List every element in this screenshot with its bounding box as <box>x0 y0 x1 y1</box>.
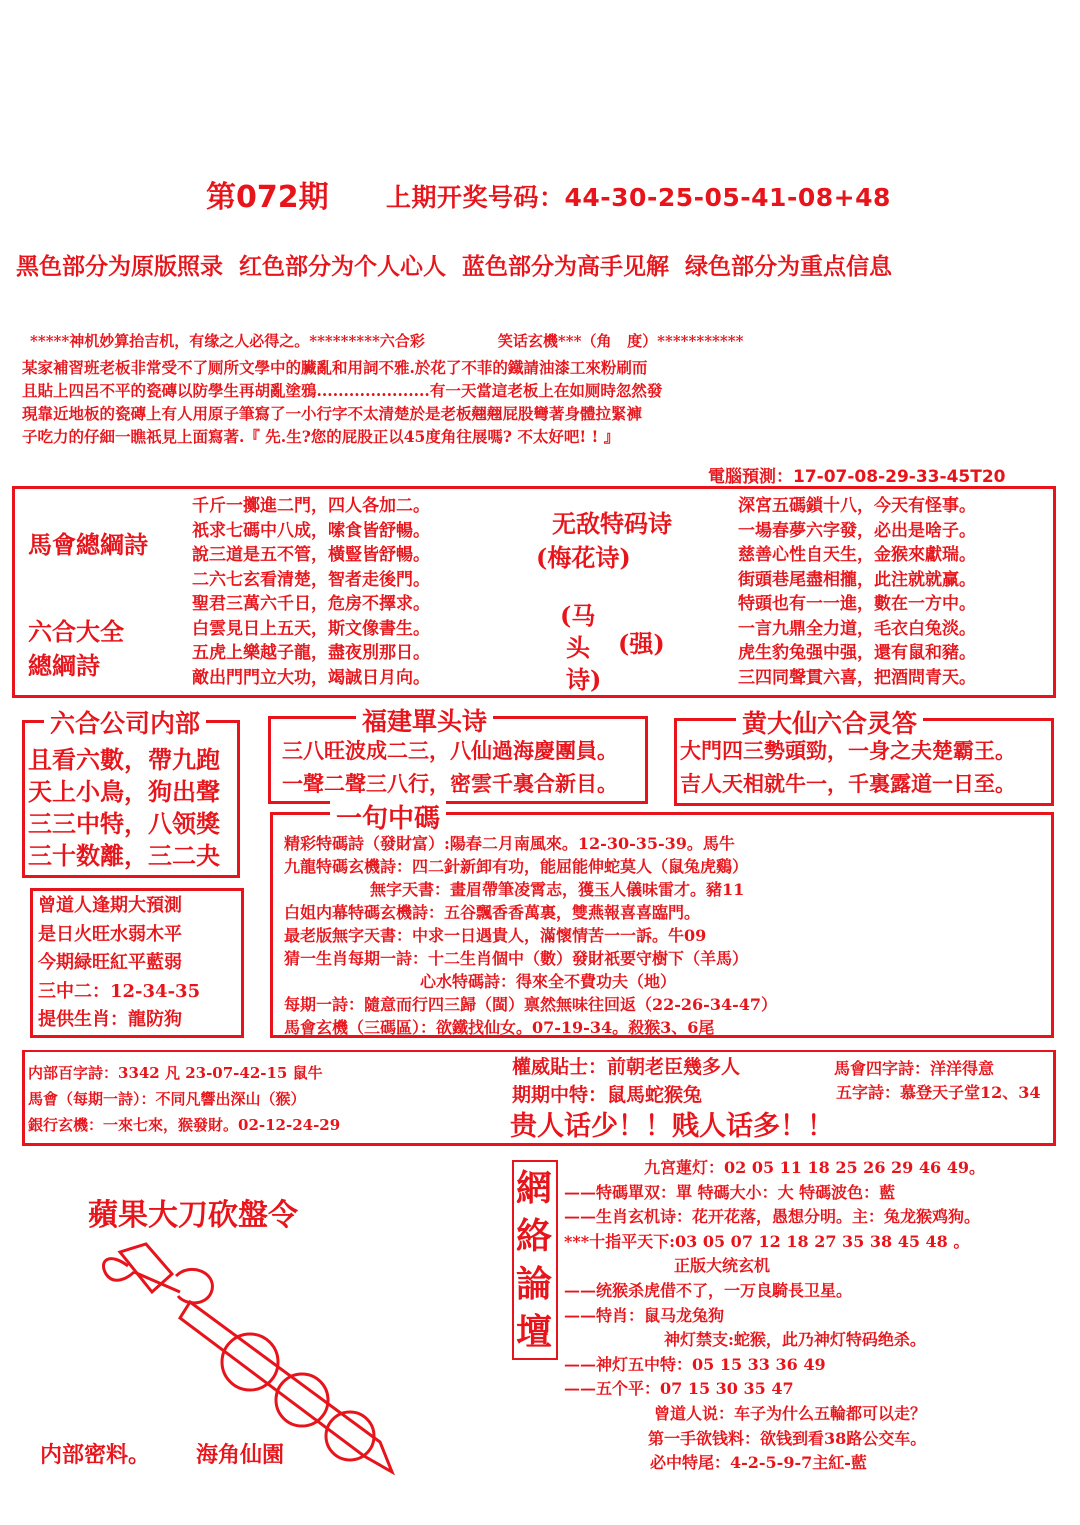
one-line-line: 每期一詩：隨意而行四三歸（閩）禀然無味往回返（22-26-34-47） <box>284 995 777 1014</box>
zengdao-line: 今期緑旺紅平藍弱 <box>38 952 182 973</box>
sword-title: 蘋果大刀砍盤令 <box>88 1198 298 1233</box>
story-line: 且貼上四呂不平的瓷磚以防學生再胡亂塗鴉.....................有一天當這老板上在如厕時忽然發 <box>22 381 663 400</box>
mahui-four-char: 馬會四字詩：洋洋得意 <box>834 1059 995 1078</box>
poem-line: 慈善心性自天生，金猴來獻瑞。 <box>738 545 976 565</box>
one-line-line: 馬會玄機（三碼區）：欲鐵找仙女。07-19-34。殺猴3、6尾 <box>284 1018 715 1037</box>
poem-line: 二六七玄看清楚，智者走後門。 <box>192 569 430 590</box>
zengdao-line: 曾道人逢期大預測 <box>38 895 182 916</box>
forum-line: 九宮蓮灯：02 05 11 18 25 26 29 46 49。 <box>644 1158 985 1177</box>
one-line-line: 心水特碼詩：得來全不費功夫（地） <box>420 972 677 991</box>
fujian-title: 福建單头诗 <box>356 702 493 738</box>
internal-line: 馬會（每期一詩）：不同凡響出深山（猴） <box>28 1090 306 1108</box>
forum-line: 必中特尾：4-2-5-9-7主紅-藍 <box>650 1453 867 1473</box>
last-draw-numbers: 上期开奖号码：44-30-25-05-41-08+48 <box>386 183 891 212</box>
one-line-line: 九龍特碼玄機詩：四二針新卸有功，能屈能伸蛇莫人（鼠兔虎鷄） <box>284 857 749 876</box>
forum-line: ——生肖玄机诗：花开花落，愚想分明。主：兔龙猴鸡狗。 <box>564 1207 981 1227</box>
poem-line: 聖君三萬六千日，危房不擇求。 <box>192 594 430 614</box>
poem-block-title-3: 總綱詩 <box>28 651 100 680</box>
poem-line: 深宮五碼鎖十八，今天有怪事。 <box>738 496 976 516</box>
forum-line: ——特肖：鼠马龙兔狗 <box>564 1305 725 1325</box>
center-title-5: (强) <box>618 629 665 658</box>
poem-line: 特頭也有一一進，數在一方中。 <box>738 594 976 614</box>
sword-footer: 内部密料。 <box>40 1442 151 1468</box>
slogan: 贵人话少！！贱人话多！！ <box>510 1111 834 1142</box>
poem-line: 祇求七碼中八成，嗦食皆舒暢。 <box>192 520 430 541</box>
computer-prediction: 電腦預測：17-07-08-29-33-45T20 <box>708 467 1006 487</box>
forum-line: ——特碼單双：單 特碼大小：大 特碼波色：藍 <box>564 1182 896 1202</box>
zengdao-line: 提供生肖：龍防狗 <box>38 1009 182 1030</box>
center-title-6: 诗) <box>566 665 602 694</box>
poem-line: 一場春夢六字發，必出是啥子。 <box>738 520 976 541</box>
fujian-line: 一聲二聲三八行，密雲千裏合新目。 <box>282 771 618 796</box>
company-line: 且看六數，帶九跑 <box>28 745 220 774</box>
forum-line: ——统猴杀虎借不了，一万良騎長卫星。 <box>564 1280 853 1300</box>
poem-line: 千斤一擲進二門，四人各加二。 <box>192 496 430 516</box>
story-line: 子吃力的仔細一瞧祇見上面寫著.『 先.生?您的屁股正以45度角往展嗎? 不太好吧! ! 』 <box>22 427 620 446</box>
one-line-line: 猜一生肖每期一詩：十二生肖個中（數）發財祇要守樹下（羊馬） <box>284 949 749 968</box>
poem-line: 說三道是五不管，橫豎皆舒暢。 <box>192 545 430 565</box>
forum-line: 正版大统玄机 <box>674 1256 771 1276</box>
one-line-title: 一句中碼 <box>330 798 446 835</box>
one-line-line: 精彩特碼詩（發財富）:陽春二月南風來。12-30-35-39。馬牛 <box>284 834 735 853</box>
wong-lines <box>680 734 1016 800</box>
story-title: *****神机妙算抬吉机，有缘之人必得之。*********六合彩 笑话玄機***（角 度）*********** <box>30 332 744 350</box>
company-lines <box>28 744 220 872</box>
company-line: 三十数離，三二夬 <box>28 841 220 870</box>
joke-story <box>22 356 662 448</box>
zengdao-line: 是日火旺水弱木平 <box>38 923 182 945</box>
poem-line: 三四同聲貫六喜，把酒問青天。 <box>738 667 976 688</box>
poem-line: 敵出門門立大功，竭誠日月向。 <box>192 667 430 688</box>
every-issue: 期期中特：鼠馬蛇猴兔 <box>512 1084 703 1106</box>
zengdao-line: 三中二：12-34-35 <box>38 980 201 1002</box>
issue-number: 第072期 <box>206 180 329 215</box>
poem-line: 一言九鼎全力道，毛衣白兔淡。 <box>738 618 976 639</box>
forum-char: 絡 <box>516 1215 553 1257</box>
authority-tip: 權威貼士：前朝老臣幾多人 <box>512 1056 741 1078</box>
poem-block-middle <box>192 494 430 690</box>
one-line-lines <box>284 832 777 1039</box>
poem-line: 虎生豹兔强中强，還有鼠和豬。 <box>738 643 976 663</box>
wong-line: 吉人天相就牛一，千裏露道一日至。 <box>680 771 1016 796</box>
internal-line: 内部百字詩：3342 凡 23-07-42-15 鼠牛 <box>28 1064 323 1082</box>
company-line: 三三中特，八领獎 <box>28 809 220 838</box>
forum-line: 神灯禁支:蛇猴，此乃神灯特码绝杀。 <box>664 1330 926 1350</box>
internal-lines <box>28 1060 340 1138</box>
company-line: 天上小鳥，狗出聲 <box>28 777 220 806</box>
company-title: 六合公司内部 <box>44 704 206 740</box>
center-title-3: (马 <box>560 601 596 630</box>
poem-block-title-1: 馬會總綱詩 <box>28 530 148 559</box>
center-title-1: 无敌特码诗 <box>552 509 672 538</box>
five-char-poem: 五字詩：慕登天子堂12、34 <box>836 1083 1041 1102</box>
forum-char: 網 <box>516 1167 553 1209</box>
color-legend: 黑色部分为原版照录 红色部分为个人心人 蓝色部分为高手见解 绿色部分为重点信息 <box>16 254 893 280</box>
one-line-line: 白姐内幕特碼玄機詩：五谷飄香香萬裏，雙燕報喜喜臨門。 <box>284 903 701 922</box>
forum-vertical-title <box>516 1164 552 1356</box>
forum-line: ——神灯五中特：05 15 33 36 49 <box>564 1354 826 1374</box>
one-line-line: 無字天書：畫眉帶筆凌霄志，獲玉人儀味雷才。豬11 <box>370 880 745 899</box>
fujian-line: 三八旺波成二三，八仙過海慶團員。 <box>282 738 618 763</box>
center-title-4: 头 <box>566 633 590 662</box>
poem-line: 白雲見日上五天，斯文像書生。 <box>192 618 430 639</box>
sword-footer-2: 海角仙園 <box>196 1442 285 1468</box>
story-line: 現靠近地板的瓷磚上有人用原子筆寫了一小行字不太清楚於是老板翹翹屁股彎著身體拉緊褲 <box>22 404 643 423</box>
poem-line: 五虎上樂越子龍，盡夜別那日。 <box>192 643 430 663</box>
forum-line: ——五个平：07 15 30 35 47 <box>564 1379 794 1399</box>
forum-line: ***十指平天下:03 05 07 12 18 27 35 38 45 48 。 <box>564 1231 970 1251</box>
forum-line: 第一手欲钱料：欲钱到看38路公交车。 <box>648 1428 927 1448</box>
poem-block-title-2: 六合大全 <box>28 617 124 646</box>
wong-line: 大門四三勢頭勁，一身之夫楚霸王。 <box>680 738 1016 763</box>
one-line-line: 最老版無字天書：中求一日遇貴人，滿懷情苦一一訴。牛09 <box>284 926 707 945</box>
story-line: 某家補習班老板非常受不了厕所文學中的臟亂和用詞不雅.於花了不菲的鐵請油漆工來粉刷而 <box>22 358 648 377</box>
forum-line: 曾道人说：车子为什么五輪都可以走？ <box>654 1403 927 1423</box>
center-title-2: (梅花诗) <box>536 543 631 572</box>
poem-block-right <box>738 494 976 690</box>
forum-char: 壇 <box>516 1311 553 1353</box>
poem-line: 街頭巷尾盡相攏，此注就就赢。 <box>738 569 976 590</box>
forum-char: 論 <box>516 1263 553 1305</box>
forum-lines <box>564 1156 985 1476</box>
wong-title: 黄大仙六合灵答 <box>736 704 923 740</box>
fujian-lines <box>282 734 618 800</box>
zengdao-lines <box>38 892 200 1035</box>
internal-line: 銀行玄機：一來七來，猴發財。02-12-24-29 <box>28 1116 341 1134</box>
